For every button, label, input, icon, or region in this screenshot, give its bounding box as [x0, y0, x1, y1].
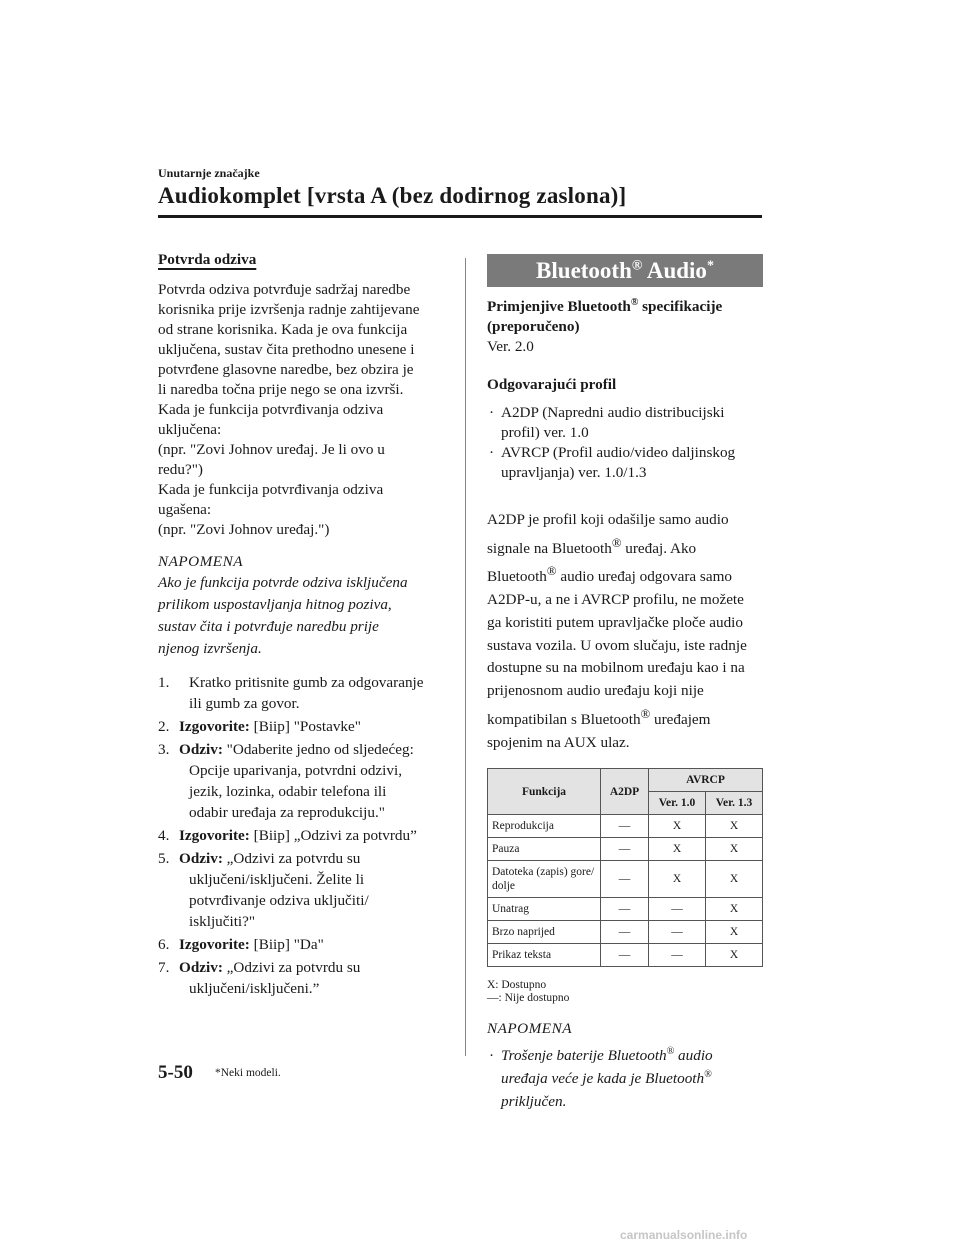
profile-list: [487, 403, 763, 483]
cell-a2dp: —: [601, 861, 649, 898]
note-text: uređaja veće je kada je Bluetooth: [501, 1069, 705, 1087]
table-row: [488, 944, 763, 967]
cell-v10: —: [649, 921, 706, 944]
desc-line: sustava vozila. U ovom slučaju, iste radnje: [487, 636, 747, 654]
step-item: [158, 672, 454, 714]
step-line: Opcije uparivanja, potvrdni odzivi,: [189, 762, 402, 779]
page-number: 5-50: [158, 1062, 193, 1083]
table-row: [488, 838, 763, 861]
text-line: potvrđene glasovne naredbe, bez obzira je: [158, 361, 414, 378]
cell-v10: —: [649, 944, 706, 967]
step-line: [179, 848, 454, 869]
note-line: njenog izvršenja.: [158, 640, 262, 657]
step-label: Izgovorite:: [179, 718, 250, 735]
profile-item-avrcp: [487, 443, 763, 483]
header-funkcija: Funkcija: [488, 769, 601, 815]
step-line: uključeni/isključeni.”: [189, 980, 320, 997]
spec-version: Ver. 2.0: [487, 338, 534, 355]
step-label: Odziv:: [179, 741, 223, 758]
cell-v10: X: [649, 815, 706, 838]
registered-mark: ®: [546, 564, 557, 579]
step-text: [Biip] "Postavke": [249, 718, 361, 735]
spec-heading-b: specifikacije: [638, 298, 723, 315]
step-line: isključiti?": [189, 913, 256, 930]
cell-v13: X: [706, 815, 763, 838]
step-item: [158, 934, 454, 955]
text-line: Potvrda odziva potvrđuje sadržaj naredbe: [158, 281, 411, 298]
note-text: Trošenje baterije Bluetooth: [501, 1047, 667, 1065]
note-body: [158, 572, 454, 660]
cell-v10: X: [649, 861, 706, 898]
text-line: redu?"): [158, 461, 203, 478]
step-item: [158, 825, 454, 846]
text-line: (npr. "Zovi Johnov uređaj."): [158, 521, 330, 538]
step-number: 1.: [158, 674, 170, 691]
step-text: „Odzivi za potvrdu su: [222, 959, 361, 976]
profile-line: AVRCP (Profil audio/video daljinskog: [501, 444, 736, 461]
step-line: ili gumb za govor.: [189, 695, 300, 712]
cell-v10: X: [649, 838, 706, 861]
desc-text: kompatibilan s Bluetooth: [487, 710, 641, 728]
bullet-dot: ·: [489, 1047, 495, 1065]
step-line: uključeni/isključeni. Želite li: [189, 871, 365, 888]
step-line: [179, 739, 454, 760]
step-line: potvrđivanje odziva uključiti/: [189, 892, 369, 909]
registered-mark: ®: [704, 1068, 712, 1080]
step-line: [179, 825, 454, 846]
desc-line: ga koristiti putem upravljačke ploče audio: [487, 613, 743, 631]
step-label: Izgovorite:: [179, 827, 250, 844]
bluetooth-audio-banner: [487, 254, 763, 287]
cell-v10: —: [649, 898, 706, 921]
watermark: carmanualsonline.info: [620, 1228, 748, 1242]
profile-line: A2DP (Napredni audio distribucijski: [501, 404, 725, 421]
step-text: [Biip] "Da": [249, 936, 324, 953]
step-text: „Odzivi za potvrdu su: [222, 850, 361, 867]
step-item: [158, 957, 454, 999]
registered-mark: ®: [631, 258, 643, 274]
note-line: prilikom uspostavljanja hitnog poziva,: [158, 596, 392, 613]
text-line: Kada je funkcija potvrđivanja odziva: [158, 401, 384, 418]
step-item: [158, 848, 454, 932]
note-heading-right: NAPOMENA: [487, 1020, 572, 1038]
cell-feature: Prikaz teksta: [488, 944, 601, 967]
table-row: [488, 898, 763, 921]
desc-text: audio uređaj odgovara samo: [556, 568, 732, 586]
description-paragraph: [487, 509, 763, 754]
desc-text: signale na Bluetooth: [487, 539, 612, 557]
note-line: priključen.: [501, 1092, 567, 1110]
text-line: li naredba točna prije nego se ona izvrši.: [158, 381, 404, 398]
desc-line: [487, 532, 763, 561]
text-line: uključena:: [158, 421, 222, 438]
desc-line: spojenim na AUX ulaz.: [487, 733, 630, 751]
step-line: [179, 934, 454, 955]
cell-v13: X: [706, 944, 763, 967]
cell-feature: Datoteka (zapis) gore/ dolje: [488, 861, 601, 898]
cell-a2dp: —: [601, 921, 649, 944]
header-a2dp: A2DP: [601, 769, 649, 815]
desc-line: [487, 703, 763, 732]
text-line: korisnika prije izvršenja radnje zahtijevane: [158, 301, 420, 318]
banner-audio: Audio: [642, 258, 707, 283]
step-line: [179, 957, 454, 978]
spec-heading-line2: (preporučeno): [487, 318, 580, 335]
cell-feature: Brzo naprijed: [488, 921, 601, 944]
step-number: 5.: [158, 850, 170, 867]
cell-v13: X: [706, 921, 763, 944]
asterisk-mark: *: [706, 258, 714, 274]
table-row: [488, 921, 763, 944]
step-label: Odziv:: [179, 959, 223, 976]
chapter-title: Audiokomplet [vrsta A (bez dodirnog zaslona)]: [158, 183, 627, 208]
steps-list: [158, 672, 454, 999]
step-line: Kratko pritisnite gumb za odgovaranje: [189, 674, 424, 691]
cell-feature: Unatrag: [488, 898, 601, 921]
header-ver-1-0: Ver. 1.0: [649, 792, 706, 815]
step-number: 4.: [158, 827, 170, 844]
note-line: Ako je funkcija potvrde odziva isključena: [158, 574, 408, 591]
step-number: 6.: [158, 936, 170, 953]
cell-a2dp: —: [601, 898, 649, 921]
cell-v13: X: [706, 838, 763, 861]
header-ver-1-3: Ver. 1.3: [706, 792, 763, 815]
step-item: [158, 739, 454, 823]
note-line: [501, 1068, 763, 1091]
cell-a2dp: —: [601, 838, 649, 861]
registered-mark: ®: [666, 1046, 675, 1058]
text-line: od strane korisnika. Kada je ova funkcija: [158, 321, 408, 338]
desc-text: uređaj. Ako: [621, 539, 697, 557]
right-column: [487, 254, 763, 1113]
profile-line: profil) ver. 1.0: [501, 424, 589, 441]
registered-mark: ®: [611, 535, 622, 550]
cell-feature: Pauza: [488, 838, 601, 861]
battery-note: [487, 1045, 763, 1113]
step-number: 2.: [158, 718, 170, 735]
step-label: Odziv:: [179, 850, 223, 867]
section-title: Unutarnje značajke: [158, 166, 260, 180]
profile-heading: Odgovarajući profil: [487, 376, 617, 393]
registered-mark: ®: [640, 706, 651, 721]
desc-line: dostupne su na mobilnom uređaju kao i na: [487, 659, 745, 677]
cell-a2dp: —: [601, 944, 649, 967]
subhead-potvrda-odziva: Potvrda odziva: [158, 251, 257, 268]
desc-text: uređajem: [650, 710, 711, 728]
banner-text: Bluetooth: [536, 258, 632, 283]
cell-v13: X: [706, 898, 763, 921]
table-header-row: [488, 769, 763, 792]
note-line: [501, 1045, 763, 1068]
registered-mark: ®: [630, 296, 639, 308]
profile-line: upravljanja) ver. 1.0/1.3: [501, 464, 647, 481]
left-column: [158, 250, 454, 1001]
step-item: [158, 716, 454, 737]
cell-v13: X: [706, 861, 763, 898]
spec-heading: [487, 297, 763, 317]
legend-available: X: Dostupno: [487, 979, 547, 992]
text-line: ugašena:: [158, 501, 212, 518]
step-number: 7.: [158, 959, 170, 976]
text-line: (npr. "Zovi Johnov uređaj. Je li ovo u: [158, 441, 385, 458]
desc-line: A2DP-u, a ne i AVRCP profilu, ne možete: [487, 591, 744, 609]
intro-text: [158, 280, 454, 540]
cell-feature: Reprodukcija: [488, 815, 601, 838]
header-rule: [158, 215, 762, 218]
step-text: [Biip] „Odzivi za potvrdu”: [249, 827, 417, 844]
text-line: Kada je funkcija potvrđivanja odziva: [158, 481, 384, 498]
header-avrcp: AVRCP: [649, 769, 763, 792]
desc-text: Bluetooth: [487, 568, 547, 586]
legend-unavailable: —: Nije dostupno: [487, 992, 570, 1005]
desc-line: A2DP je profil koji odašilje samo audio: [487, 511, 729, 528]
bullet-dot: ·: [489, 444, 495, 461]
profile-item-a2dp: [487, 403, 763, 443]
step-line: [179, 716, 454, 737]
table-row: [488, 815, 763, 838]
desc-line: [487, 560, 763, 589]
desc-line: prijenosnom audio uređaju koji nije: [487, 682, 704, 700]
column-divider: [465, 258, 466, 1056]
table-row: [488, 861, 763, 898]
note-text: audio: [674, 1047, 713, 1065]
step-line: odabir uređaja za reprodukciju.": [189, 804, 385, 821]
cell-a2dp: —: [601, 815, 649, 838]
text-line: uključena, sustav čita prethodno unesene i: [158, 341, 415, 358]
step-label: Izgovorite:: [179, 936, 250, 953]
spec-heading-a: Primjenjive Bluetooth: [487, 298, 631, 315]
step-line: jezik, lozinka, odabir telefona ili: [189, 783, 387, 800]
step-number: 3.: [158, 741, 170, 758]
footnote: *Neki modeli.: [215, 1067, 281, 1079]
note-heading: NAPOMENA: [158, 553, 243, 570]
bullet-dot: ·: [489, 404, 495, 421]
step-text: "Odaberite jedno od sljedećeg:: [222, 741, 414, 758]
profile-support-table: [487, 768, 763, 967]
note-line: sustav čita i potvrđuje naredbu prije: [158, 618, 379, 635]
